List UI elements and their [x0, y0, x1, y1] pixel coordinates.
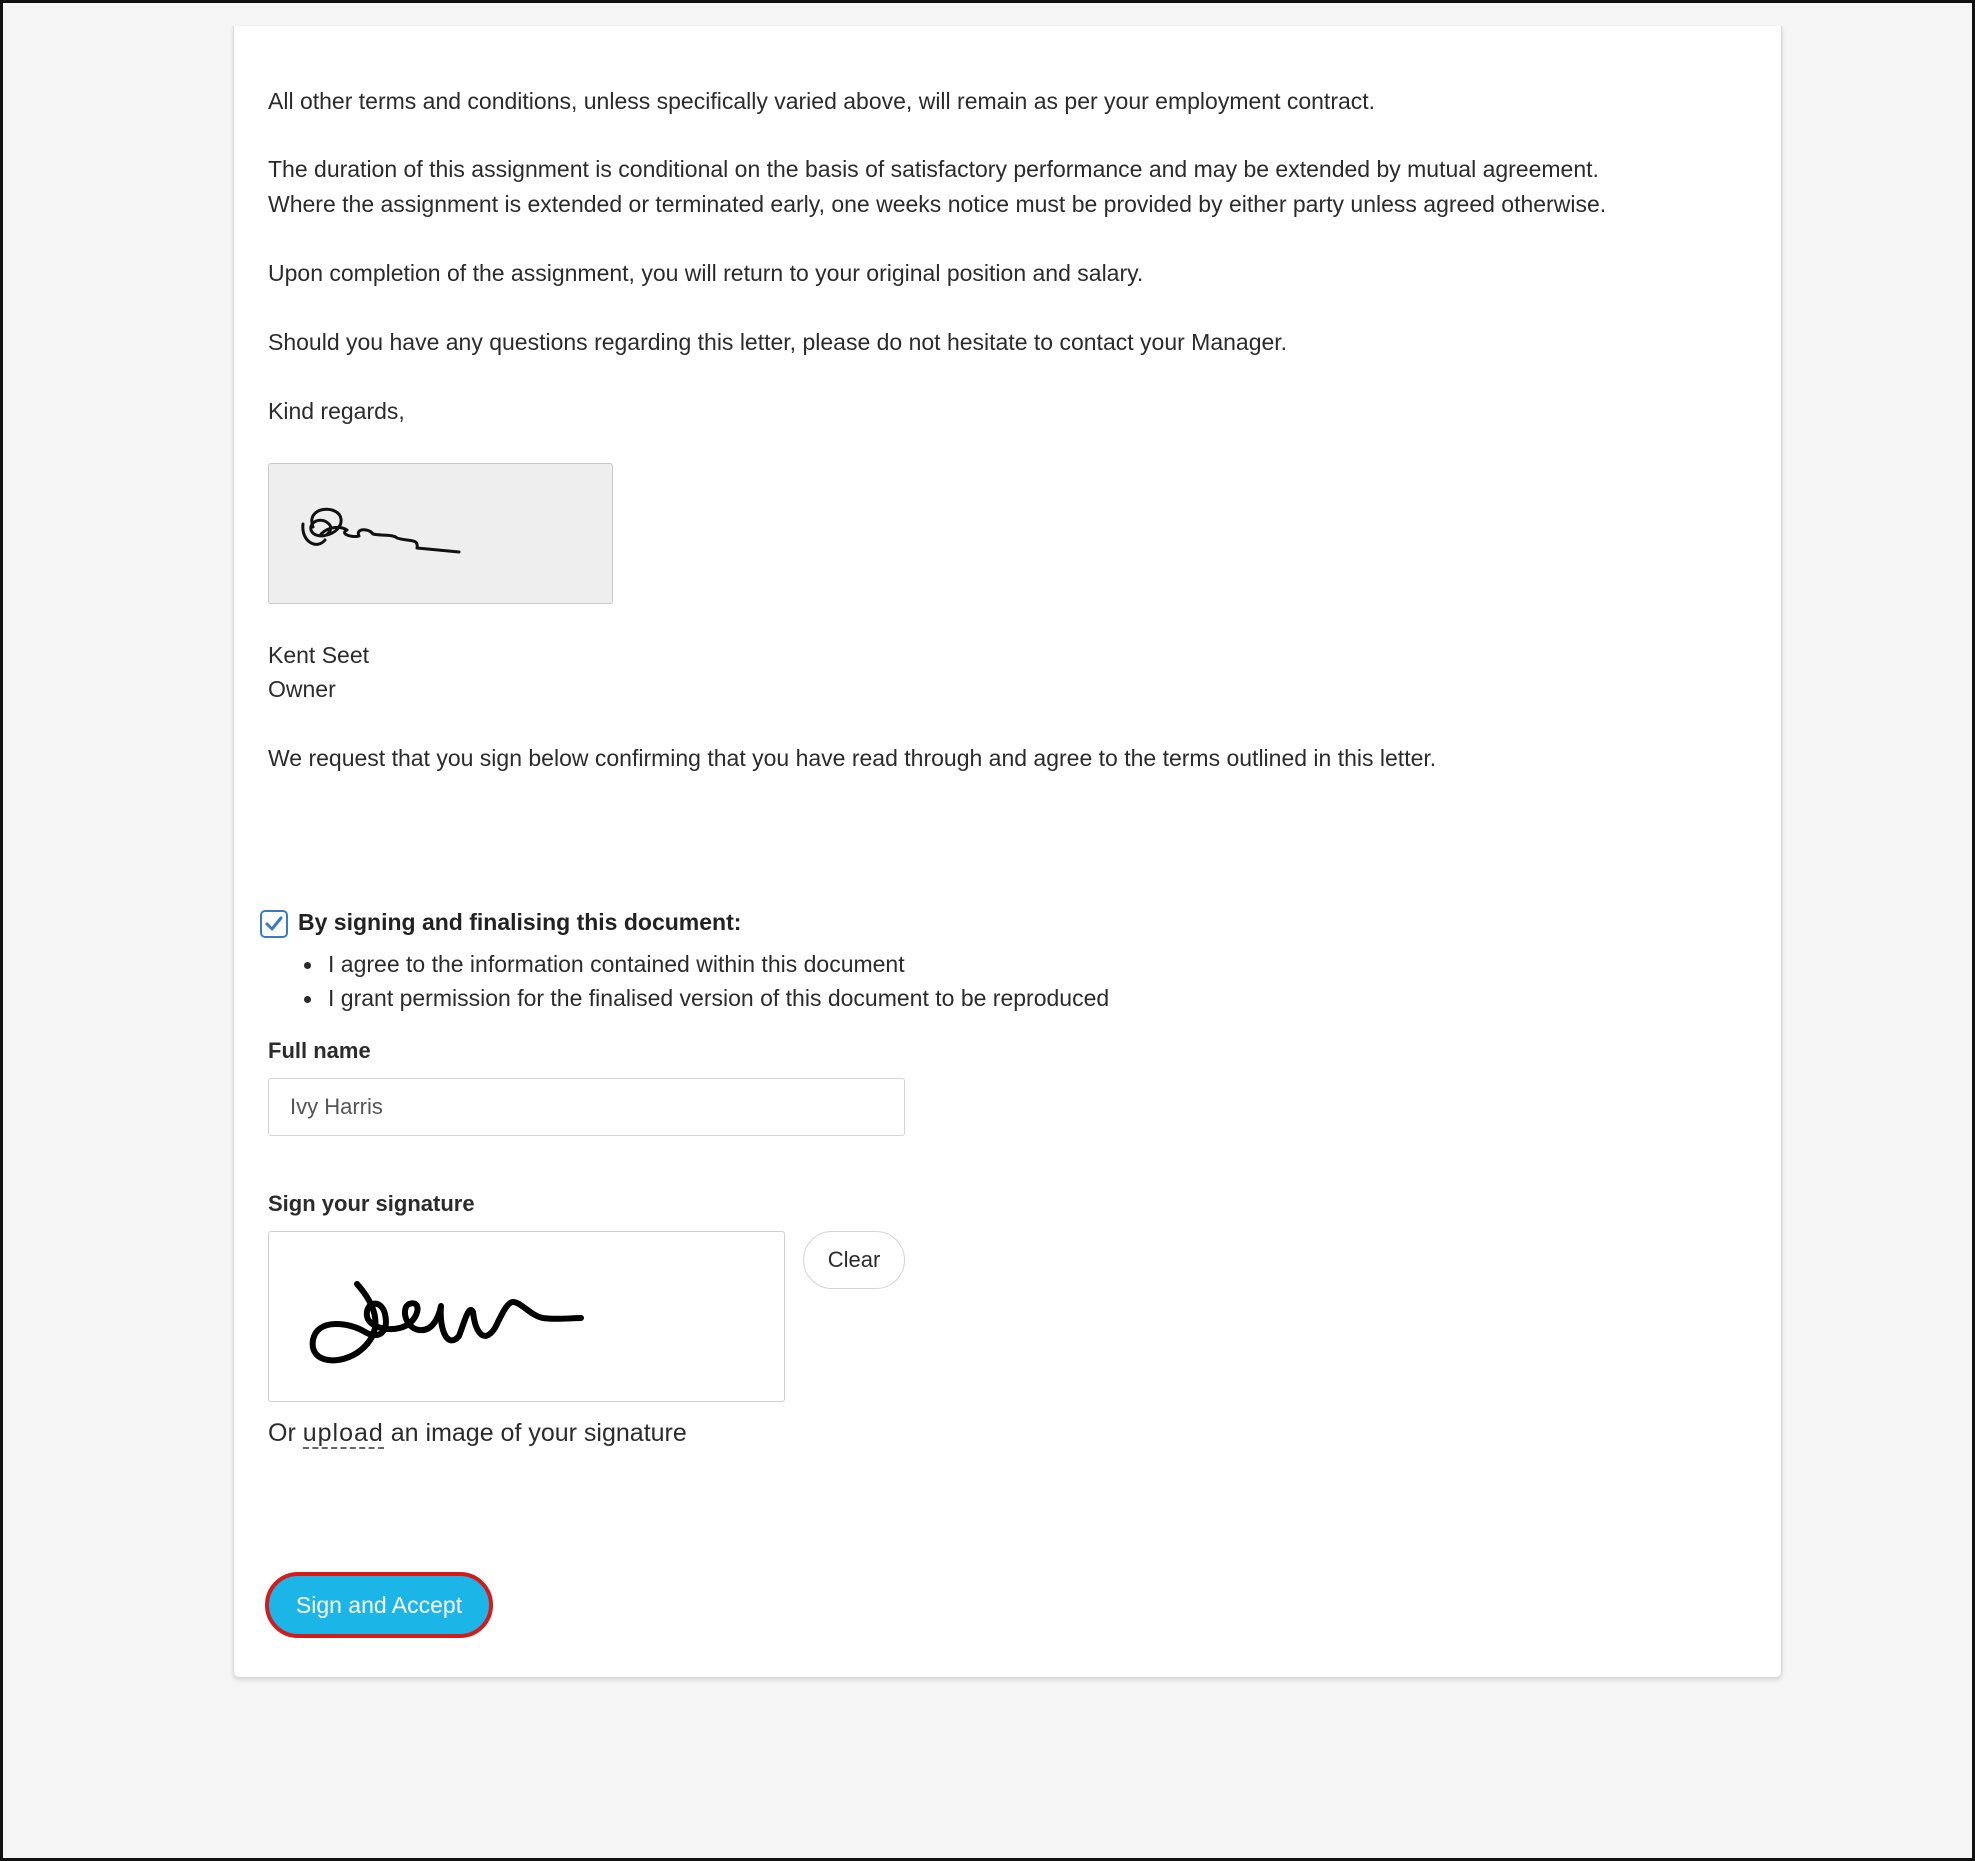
signer-name: Kent Seet — [268, 642, 370, 668]
closing-regards: Kind regards, — [268, 398, 405, 424]
sender-signature-drawing — [269, 464, 614, 605]
paragraph-terms: All other terms and conditions, unless specifically varied above, will remain as per your employment contract. — [268, 88, 1376, 114]
upload-link[interactable]: upload — [302, 1419, 384, 1447]
clear-signature-button[interactable]: Clear — [803, 1231, 905, 1289]
consent-item-agree: I agree to the information contained within this document — [302, 947, 1109, 981]
checkmark-icon — [264, 914, 284, 934]
upload-prefix: Or — [268, 1419, 296, 1447]
full-name-input[interactable] — [268, 1078, 905, 1136]
user-signature-drawing — [269, 1232, 786, 1403]
consent-heading: By signing and finalising this document: — [298, 909, 742, 935]
paragraph-extension: Where the assignment is extended or terminated early, one weeks notice must be provided by either party unless agreed otherwise. — [268, 191, 1607, 217]
sender-signature-image — [268, 463, 613, 604]
consent-checkbox[interactable] — [260, 910, 288, 938]
consent-list — [302, 947, 1109, 1015]
signer-title: Owner — [268, 676, 336, 702]
paragraph-completion: Upon completion of the assignment, you will return to your original position and salary. — [268, 260, 1144, 286]
upload-signature-line — [268, 1416, 687, 1450]
full-name-label: Full name — [268, 1038, 371, 1063]
consent-item-permission: I grant permission for the finalised version of this document to be reproduced — [302, 981, 1109, 1015]
sign-and-accept-button[interactable]: Sign and Accept — [265, 1572, 493, 1638]
upload-suffix: an image of your signature — [390, 1419, 687, 1447]
paragraph-questions: Should you have any questions regarding this letter, please do not hesitate to contact your Manager. — [268, 329, 1288, 355]
signature-pad[interactable] — [268, 1231, 785, 1402]
paragraph-duration: The duration of this assignment is conditional on the basis of satisfactory performance and may be extended by mutual agreement. — [268, 156, 1599, 182]
signature-request-text: We request that you sign below confirming that you have read through and agree to the terms outlined in this letter. — [268, 745, 1437, 771]
signature-label: Sign your signature — [268, 1191, 475, 1216]
